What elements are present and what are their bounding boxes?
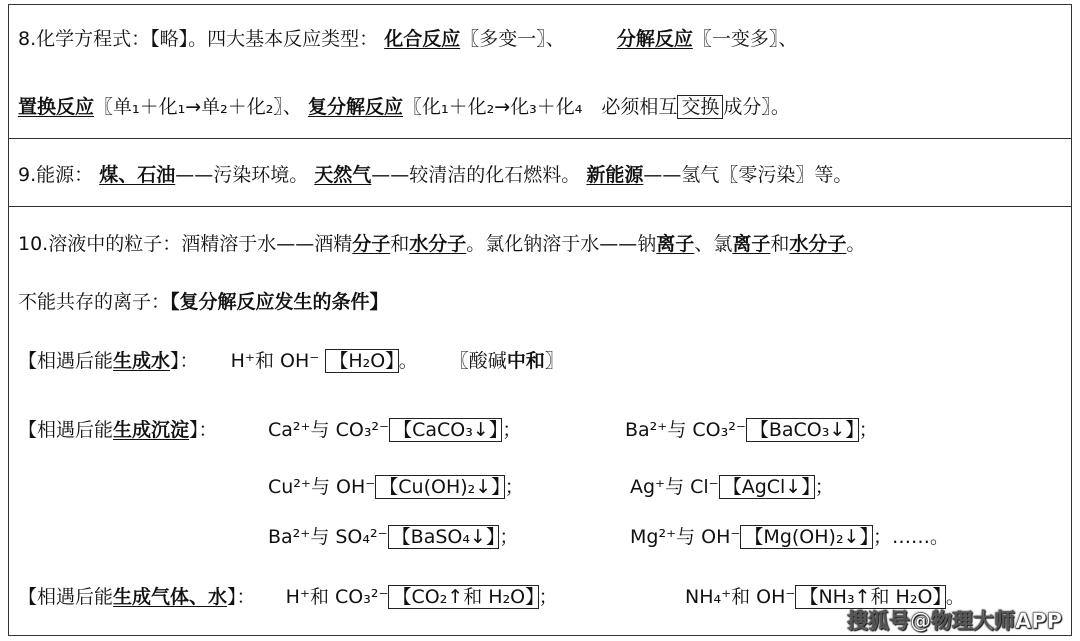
reaction-type-3: 置换反应	[18, 96, 95, 118]
coexist-line	[18, 289, 389, 315]
precip-head-end: 】：	[189, 419, 218, 441]
gas-head: 【相遇后能	[18, 586, 114, 608]
precip-product: 【BaCO₃↓】	[746, 418, 859, 442]
reaction-type-1-note: 〖多变一〗、	[460, 28, 565, 50]
water-head: 【相遇后能	[18, 350, 114, 372]
water-dot: 。	[398, 350, 418, 372]
water-pair: H⁺和 OH⁻	[230, 350, 320, 372]
water-note-key: 中和	[506, 350, 545, 372]
gas-row	[18, 584, 558, 610]
precip-product: 【Cu(OH)₂↓】	[375, 475, 504, 499]
precip-pair: Ca²⁺与 CO₃²⁻	[268, 419, 390, 441]
precip-item-3	[268, 474, 524, 500]
reaction-type-4-note: 〖化₁＋化₂→化₃＋化₄ 必须相互	[402, 96, 678, 118]
coexist-label: 不能共存的离子：	[18, 291, 171, 313]
s10-key-2: 水分子	[409, 233, 467, 255]
energy-1: 煤、石油	[99, 164, 176, 186]
reaction-type-1: 化合反应	[384, 28, 461, 50]
precip-item-6	[630, 524, 949, 550]
divider-2	[8, 206, 1072, 207]
precip-product: 【BaSO₄↓】	[388, 525, 500, 549]
reaction-type-3-note: 〖单₁＋化₁→单₂＋化₂〗、	[94, 96, 302, 118]
s10-text-2: 和	[390, 233, 410, 255]
gas-product-2: 【NH₃↑和 H₂O】	[795, 585, 945, 609]
s10-text-3: 。氯化钠溶于水——钠	[466, 233, 657, 255]
water-row	[18, 348, 564, 374]
precip-product: 【CaCO₃↓】	[389, 418, 502, 442]
precip-item-4	[630, 474, 834, 500]
gas-tail-2: 。	[945, 586, 965, 608]
precip-tail: ；	[502, 419, 522, 441]
divider-1	[8, 138, 1072, 139]
s10-text-1: 酒精溶于水——酒精	[181, 233, 353, 255]
precip-tail: ；	[504, 476, 524, 498]
precip-head-key: 生成沉淀	[113, 419, 190, 441]
precip-pair: Ba²⁺与 CO₃²⁻	[625, 419, 746, 441]
watermark: 搜狐号@物理大师APP	[846, 609, 1062, 633]
s10-key-4: 离子	[732, 233, 771, 255]
precip-product: 【Mg(OH)₂↓】	[740, 525, 873, 549]
precip-pair: Mg²⁺与 OH⁻	[630, 526, 741, 548]
section-10-prefix: 10.溶液中的粒子：	[18, 233, 182, 255]
reaction-type-4-end: 成分〗。	[723, 96, 790, 118]
gas-tail-1: ；	[538, 586, 558, 608]
section-9-line	[18, 162, 852, 188]
gas-head-key: 生成气体、水	[113, 586, 228, 608]
reaction-type-2: 分解反应	[616, 28, 693, 50]
water-product: 【H₂O】	[325, 349, 398, 373]
precip-head	[18, 417, 218, 443]
energy-3-note: ——氢气〖零污染〗等。	[643, 164, 853, 186]
s10-text-5: 和	[770, 233, 790, 255]
exchange-box: 交换	[677, 95, 723, 119]
water-note-pre: 〖酸碱	[449, 350, 507, 372]
section-8-line-1	[18, 26, 797, 52]
s10-key-5: 水分子	[789, 233, 847, 255]
energy-1-note: ——污染环境。	[175, 164, 309, 186]
s10-key-3: 离子	[656, 233, 695, 255]
s10-text-4: 、氯	[694, 233, 733, 255]
precip-pair: Cu²⁺与 OH⁻	[268, 476, 376, 498]
coexist-condition: 【复分解反应发生的条件】	[170, 291, 389, 313]
reaction-type-2-note: 〖一变多〗、	[692, 28, 798, 50]
precip-tail: ；	[499, 526, 519, 548]
precip-pair: Ba²⁺与 SO₄²⁻	[268, 526, 388, 548]
precip-product: 【AgCl↓】	[719, 475, 815, 499]
water-note-end: 〗	[544, 350, 564, 372]
precip-tail: ；……。	[872, 526, 949, 548]
precip-pair: Ag⁺与 Cl⁻	[630, 476, 719, 498]
precip-tail: ；	[814, 476, 834, 498]
precip-tail: ；	[858, 419, 878, 441]
section-10-line-1	[18, 231, 865, 257]
energy-2-note: ——较清洁的化石燃料。	[371, 164, 581, 186]
gas-head-end: 】：	[227, 586, 256, 608]
section-8-line-2	[18, 94, 790, 120]
s10-text-6: 。	[846, 233, 866, 255]
precip-head-text: 【相遇后能	[18, 419, 114, 441]
water-head-key: 生成水	[113, 350, 171, 372]
water-head-end: 】：	[170, 350, 199, 372]
precip-item-5	[268, 524, 518, 550]
energy-2: 天然气	[314, 164, 372, 186]
precip-item-1	[268, 417, 521, 443]
reaction-type-4: 复分解反应	[307, 96, 403, 118]
section-8-prefix: 8.化学方程式：【略】。四大基本反应类型：	[18, 28, 379, 50]
gas-product-1: 【CO₂↑和 H₂O】	[388, 585, 538, 609]
gas-pair-1: H⁺和 CO₃²⁻	[285, 586, 389, 608]
s10-key-1: 分子	[352, 233, 391, 255]
gas-pair-2: NH₄⁺和 OH⁻	[685, 586, 796, 608]
section-9-prefix: 9.能源：	[18, 164, 94, 186]
precip-item-2	[625, 417, 878, 443]
energy-3: 新能源	[586, 164, 644, 186]
